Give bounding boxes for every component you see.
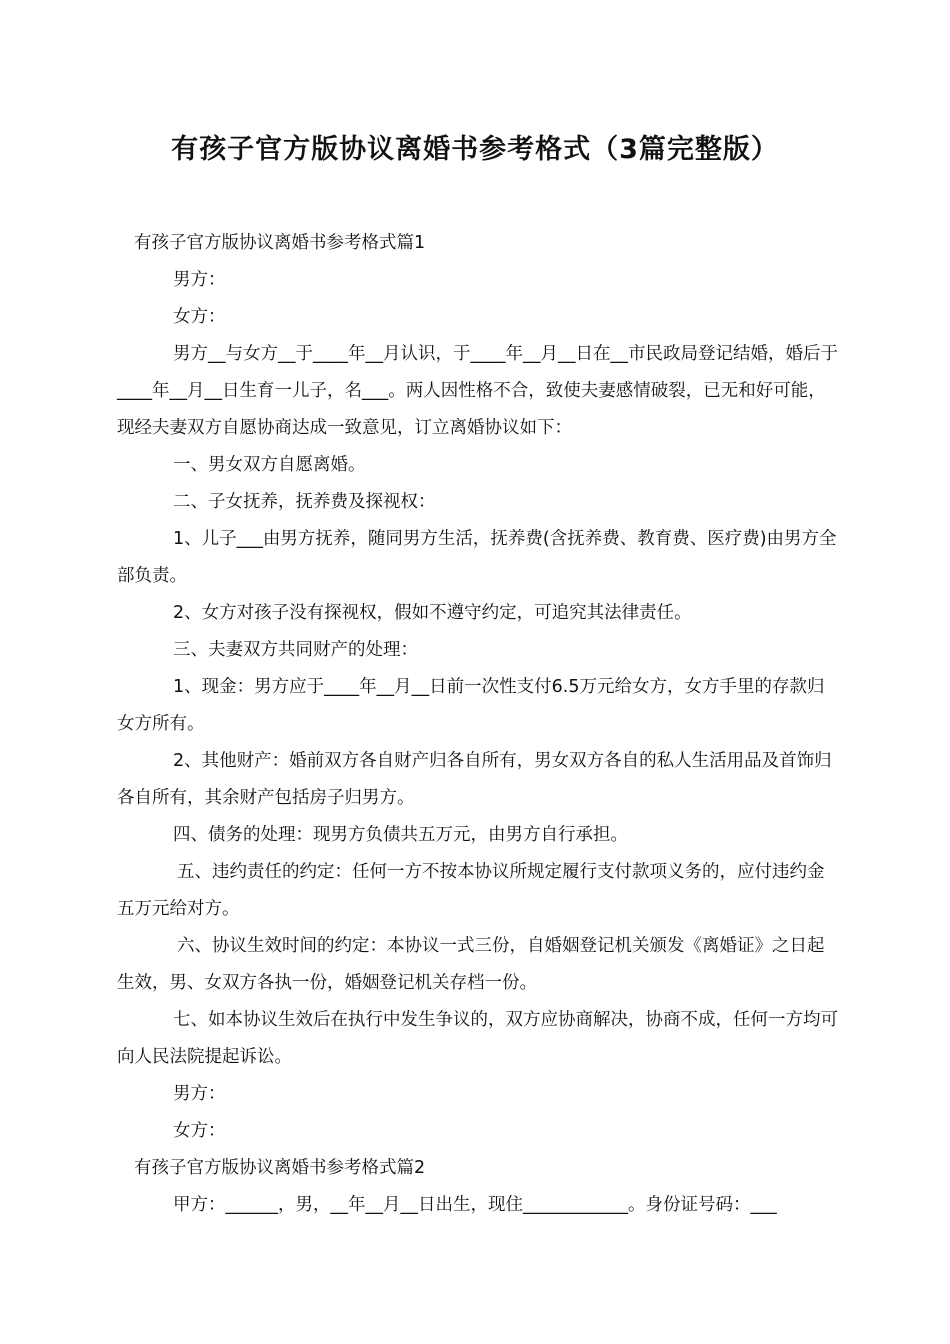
paragraph: 二、子女抚养，抚养费及探视权：	[173, 492, 436, 512]
paragraph: 2、女方对孩子没有探视权，假如不遵守约定，可追究其法律责任。	[173, 603, 692, 623]
paragraph: 女方：	[173, 307, 226, 327]
paragraph: 男方__与女方__于____年__月认识，于____年__月__日在__市民政局登记结婚，婚后于____年__月__日生育一儿子，名___。两人因性格不合，致使夫妻感情破裂，已无和好可能，现经夫妻双方自愿协商达成一致意见，订立离婚协议如下：	[117, 344, 838, 438]
paragraph: 2、其他财产：婚前双方各自财产归各自所有，男女双方各自的私人生活用品及首饰归各自所有，其余财产包括房子归男方。	[117, 751, 832, 808]
paragraph: 男方：	[173, 1084, 226, 1104]
paragraph: 三、夫妻双方共同财产的处理：	[173, 640, 418, 660]
paragraph: 六、协议生效时间的约定：本协议一式三份，自婚姻登记机关颁发《离婚证》之日起生效，男、女双方各执一份，婚姻登记机关存档一份。	[117, 936, 825, 993]
document-title: 有孩子官方版协议离婚书参考格式（3篇完整版）	[171, 134, 779, 165]
paragraph: 男方：	[173, 270, 226, 290]
section-heading: 有孩子官方版协议离婚书参考格式篇1	[134, 233, 426, 253]
document-body	[117, 225, 839, 1224]
section-heading: 有孩子官方版协议离婚书参考格式篇2	[134, 1158, 426, 1178]
paragraph: 1、现金：男方应于____年__月__日前一次性支付6.5万元给女方，女方手里的存款归女方所有。	[117, 677, 825, 734]
paragraph: 一、男女双方自愿离婚。	[173, 455, 366, 475]
paragraph: 女方：	[173, 1121, 226, 1141]
paragraph: 甲方：______，男，__年__月__日出生，现住____________。身份证号码：___	[173, 1195, 777, 1215]
paragraph: 七、如本协议生效后在执行中发生争议的，双方应协商解决，协商不成，任何一方均可向人民法院提起诉讼。	[117, 1010, 838, 1067]
paragraph: 1、儿子___由男方抚养，随同男方生活，抚养费(含抚养费、教育费、医疗费)由男方全部负责。	[117, 529, 837, 586]
paragraph: 四、债务的处理：现男方负债共五万元，由男方自行承担。	[173, 825, 628, 845]
paragraph: 五、违约责任的约定：任何一方不按本协议所规定履行支付款项义务的，应付违约金五万元给对方。	[117, 862, 825, 919]
